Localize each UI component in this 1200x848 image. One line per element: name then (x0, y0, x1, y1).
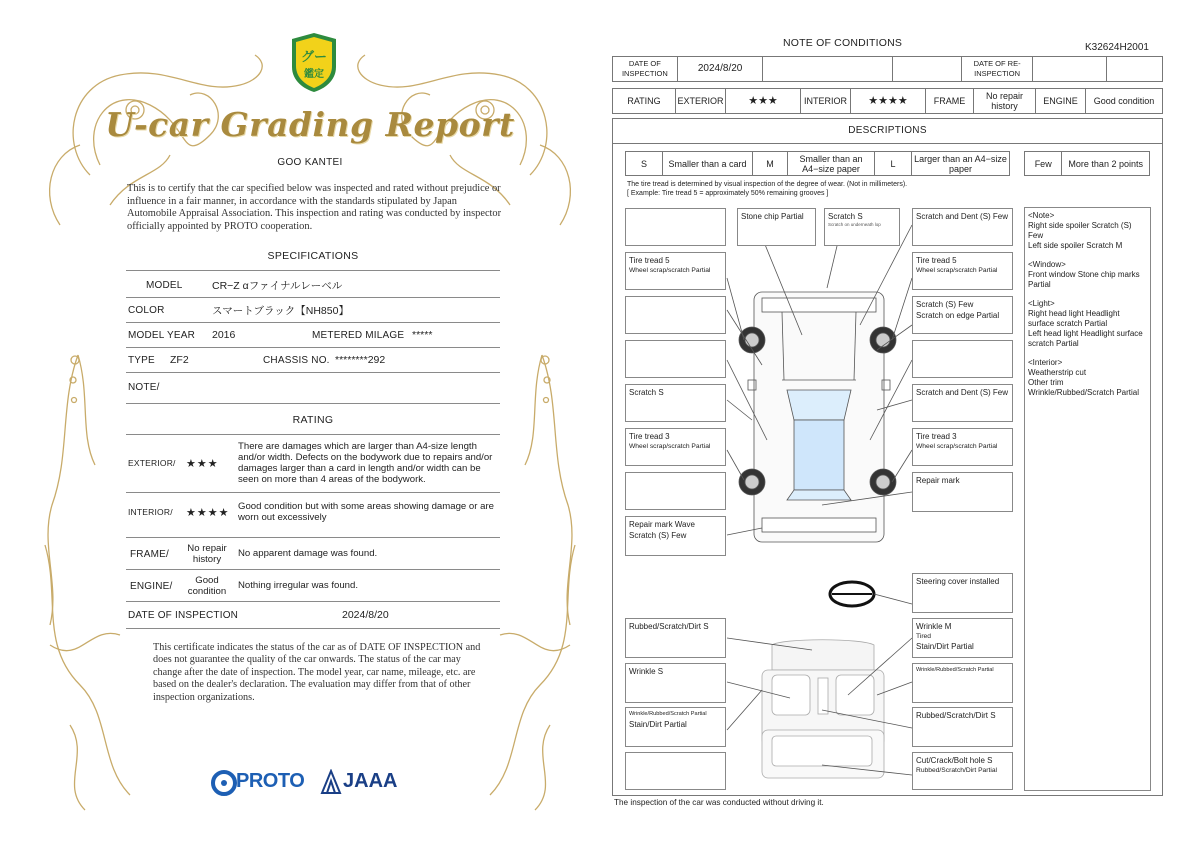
legend-few-desc: More than 2 points (1068, 158, 1143, 169)
empty-cell (893, 57, 962, 81)
rating-row (612, 88, 1163, 114)
interior-stars: ★★★★ (851, 89, 926, 113)
rating-row-interior (126, 497, 500, 527)
damage-box-repair-mark (912, 472, 1013, 512)
damage-label: Wrinkle/Rubbed/Scratch Partial (916, 667, 994, 673)
interior-box-cut (912, 752, 1013, 790)
divider (126, 297, 500, 298)
divider (126, 537, 500, 538)
damage-sublabel: Wheel scrap/scratch Partial (916, 443, 998, 450)
note-heading: <Light> (1028, 299, 1055, 308)
proto-logo: PROTO (236, 770, 305, 792)
legend-few: Few (1025, 152, 1062, 175)
damage-sublabel: Wheel scrap/scratch Partial (629, 443, 711, 450)
note-heading: <Interior> (1028, 358, 1063, 367)
note-item: Left head light Headlight surface scratch Partial (1028, 329, 1143, 348)
engine-value: Good condition (187, 574, 227, 597)
damage-box (625, 340, 726, 378)
model-label: MODEL (146, 279, 183, 291)
divider (126, 270, 500, 271)
divider (126, 434, 500, 435)
rating-row-exterior (126, 438, 500, 488)
divider (126, 492, 500, 493)
damage-box-scratch-dent-1 (912, 208, 1013, 246)
damage-box-tire5-right (912, 252, 1013, 290)
certify-statement: This is to certify that the car specified below was inspected and rated without prejudice or influence in a fair manner, in accordance with the standards stipulated by Japan Automobile Appraisal Association. This inspection and rating was conducted by inspector officially appointed by PROTO cooperation. (127, 183, 502, 232)
damage-box (625, 472, 726, 510)
interior-box-wrinkle-s (625, 663, 726, 703)
tread-note-line-1: The tire tread is determined by visual inspection of the degree of wear. (Not in millimeters). (627, 181, 908, 188)
interior-box-stain-left (625, 707, 726, 747)
mileage-value: ***** (412, 329, 433, 341)
noc-title: NOTE OF CONDITIONS (783, 37, 903, 49)
note-item: Other trim (1028, 378, 1064, 387)
divider (126, 347, 500, 348)
frame-label: FRAME (926, 89, 974, 113)
certificate-title: U-car Grading Report (105, 105, 515, 144)
damage-label: Tire tread 5 (629, 256, 670, 265)
damage-box-repair-wave (625, 516, 726, 556)
spec-row-color (126, 300, 500, 320)
light-section (1028, 299, 1147, 349)
empty-cell (1033, 57, 1107, 81)
damage-label: Tire tread 3 (629, 432, 670, 441)
damage-sublabel: Wheel scrap/scratch Partial (916, 267, 998, 274)
proto-logo-icon (211, 770, 237, 796)
damage-label: Wrinkle S (629, 667, 664, 676)
jaaa-logo: JAAA (343, 770, 398, 792)
legend-m-desc: Smaller than an A4−size paper (788, 152, 875, 175)
damage-box (912, 340, 1013, 378)
interior-stars: ★★★★ (186, 506, 230, 519)
reinspection-label: DATE OF RE-INSPECTION (962, 57, 1034, 81)
divider (126, 569, 500, 570)
tread-note-line-2: [ Example: Tire tread 5 = approximately 50% remaining grooves ] (627, 190, 829, 197)
interior-box-rubbed-left (625, 618, 726, 658)
divider (126, 601, 500, 602)
note-section (1028, 211, 1147, 251)
damage-box-stone-chip (737, 208, 816, 246)
note-item: Front window Stone chip marks Partial (1028, 270, 1140, 289)
note-item: Left side spoiler Scratch M (1028, 241, 1123, 250)
rating-row-date (126, 605, 500, 625)
interior-box-wrinkle-m (912, 618, 1013, 658)
descriptions-heading: DESCRIPTIONS (612, 118, 1163, 144)
model-year-value: 2016 (212, 329, 236, 341)
noc-id: K32624H2001 (1085, 42, 1149, 53)
frame-description: No apparent damage was found. (238, 548, 378, 560)
engine-value: Good condition (1093, 96, 1155, 106)
rating-row-engine (126, 572, 500, 600)
date-of-inspection-value: 2024/8/20 (678, 57, 764, 81)
divider (126, 372, 500, 373)
damage-label: Stain/Dirt Partial (629, 720, 687, 729)
goo-kantei-badge (288, 31, 340, 93)
rating-row-frame (126, 540, 500, 568)
damage-label: Rubbed/Scratch/Dirt S (629, 622, 709, 631)
exterior-label: EXTERIOR (676, 89, 726, 113)
damage-label: Wrinkle/Rubbed/Scratch Partial (629, 711, 707, 717)
damage-sublabel: Wheel scrap/scratch Partial (629, 267, 711, 274)
damage-label: Repair mark Wave (629, 520, 695, 529)
divider (126, 403, 500, 404)
exterior-description: There are damages which are larger than A4-size length and/or width. Defects on the bodywork due to repairs and/or damages larger than a card in length and/or width can be seen on more than 4 areas of the bodywork. (238, 440, 493, 486)
date-of-inspection-label: DATE OF INSPECTION (613, 57, 678, 81)
spec-row-model (126, 275, 500, 295)
size-legend (625, 151, 1010, 176)
note-item: Weatherstrip cut (1028, 368, 1087, 377)
color-value: スマートブラック【NH850】 (212, 304, 349, 317)
few-legend (1024, 151, 1150, 176)
damage-label: Rubbed/Scratch/Dirt Partial (916, 767, 998, 774)
damage-label: Cut/Crack/Bolt hole S (916, 756, 993, 765)
damage-label: Scratch and Dent (S) Few (916, 212, 1009, 221)
inspection-footer: The inspection of the car was conducted without driving it. (614, 798, 824, 807)
jaaa-logo-icon (320, 769, 342, 795)
date-row (612, 56, 1163, 82)
damage-box (625, 752, 726, 790)
date-of-inspection-value: 2024/8/20 (342, 609, 389, 621)
legend-m: M (753, 152, 788, 175)
exterior-stars: ★★★ (726, 89, 801, 113)
damage-label: Wrinkle M (916, 622, 952, 631)
legend-s-desc: Smaller than a card (663, 152, 753, 175)
damage-box-tire3-right (912, 428, 1013, 466)
damage-label: Scratch (S) Few (916, 300, 974, 309)
legend-l: L (875, 152, 912, 175)
note-item: Right side spoiler Scratch (S) Few (1028, 221, 1132, 240)
type-value: ZF2 (170, 354, 189, 366)
damage-box-scratch-dent-2 (912, 384, 1013, 422)
interior-description: Good condition but with some areas showing damage or are worn out excessively (238, 500, 494, 523)
frame-label: FRAME/ (130, 548, 169, 560)
spec-row-type (126, 350, 500, 370)
exterior-label: EXTERIOR/ (128, 458, 176, 468)
rating-heading: RATING (292, 414, 334, 426)
spec-row-year (126, 325, 500, 345)
damage-box-tire3-left (625, 428, 726, 466)
damage-label: Rubbed/Scratch/Dirt S (916, 711, 996, 720)
mileage-label: METERED MILAGE (312, 329, 405, 341)
chassis-label: CHASSIS NO. (263, 354, 330, 366)
interior-label: INTERIOR/ (128, 507, 173, 517)
tread-note (627, 180, 907, 198)
note-item: Right head light Headlight surface scratch Partial (1028, 309, 1120, 328)
damage-label: Tire tread 5 (916, 256, 957, 265)
note-heading: <Window> (1028, 260, 1066, 269)
frame-value: No repair history (187, 542, 227, 565)
damage-label: Scratch S (629, 388, 664, 397)
date-of-inspection-label: DATE OF INSPECTION (128, 609, 239, 621)
certificate-subtitle: GOO KANTEI (277, 157, 343, 168)
damage-label: Scratch (S) Few (629, 531, 687, 540)
damage-label: Stain/Dirt Partial (916, 642, 974, 651)
svg-text:鑑定: 鑑定 (304, 69, 324, 80)
type-label: TYPE (128, 354, 155, 366)
engine-description: Nothing irregular was found. (238, 580, 358, 592)
damage-box-scratch-edge (912, 296, 1013, 334)
engine-label: ENGINE/ (130, 580, 173, 592)
window-section (1028, 260, 1147, 290)
damage-label: Stone chip Partial (741, 212, 804, 221)
interior-label: INTERIOR (801, 89, 851, 113)
damage-label: Scratch S (828, 212, 863, 221)
damage-box-scratch-s-top (824, 208, 900, 246)
svg-text:グー: グー (300, 49, 328, 64)
note-item: Wrinkle/Rubbed/Scratch Partial (1028, 388, 1140, 397)
interior-box-wrinkle-right (912, 663, 1013, 703)
empty-cell (1107, 57, 1162, 81)
model-year-label: MODEL YEAR (128, 329, 196, 341)
note-label: NOTE/ (128, 381, 160, 393)
color-label: COLOR (128, 304, 165, 316)
damage-sublabel: Scratch on underneath lop (828, 222, 881, 227)
rating-label: RATING (613, 89, 676, 113)
exterior-stars: ★★★ (186, 457, 219, 470)
legend-l-desc: Larger than an A4−size paper (914, 153, 1007, 174)
spec-row-note (126, 377, 500, 397)
notes-panel (1024, 207, 1151, 791)
engine-label: ENGINE (1036, 89, 1086, 113)
interior-box-steering (912, 573, 1013, 613)
empty-cell (763, 57, 893, 81)
interior-box-rubbed-right (912, 707, 1013, 747)
legend-s: S (626, 152, 663, 175)
model-value: CR−Z αファイナルレーベル (212, 279, 343, 292)
damage-label: Scratch and Dent (S) Few (916, 388, 1009, 397)
damage-box-tire5-left (625, 252, 726, 290)
damage-label: Repair mark (916, 476, 960, 485)
damage-label: Tire tread 3 (916, 432, 957, 441)
divider (126, 628, 500, 629)
note-heading: <Note> (1028, 211, 1055, 220)
chassis-value: ********292 (335, 354, 386, 366)
damage-label: Scratch on edge Partial (916, 311, 1000, 320)
damage-label: Steering cover installed (916, 577, 1000, 586)
damage-box-scratch-s-left (625, 384, 726, 422)
frame-value: No repair history (974, 89, 1036, 113)
divider (126, 322, 500, 323)
interior-section (1028, 358, 1147, 398)
damage-box (625, 296, 726, 334)
certificate-disclaimer: This certificate indicates the status of the car as of DATE OF INSPECTION and does not guarantee the quality of the car onwards. The status of the car may change after the date of inspection. The model year, car name, mileage, etc. are based on the dealer's declaration. The evaluation may differ from that of other inspection organizations. (153, 642, 481, 703)
damage-box (625, 208, 726, 246)
specifications-heading: SPECIFICATIONS (267, 250, 359, 262)
grading-certificate (40, 25, 580, 825)
damage-label: Tired (916, 633, 931, 640)
